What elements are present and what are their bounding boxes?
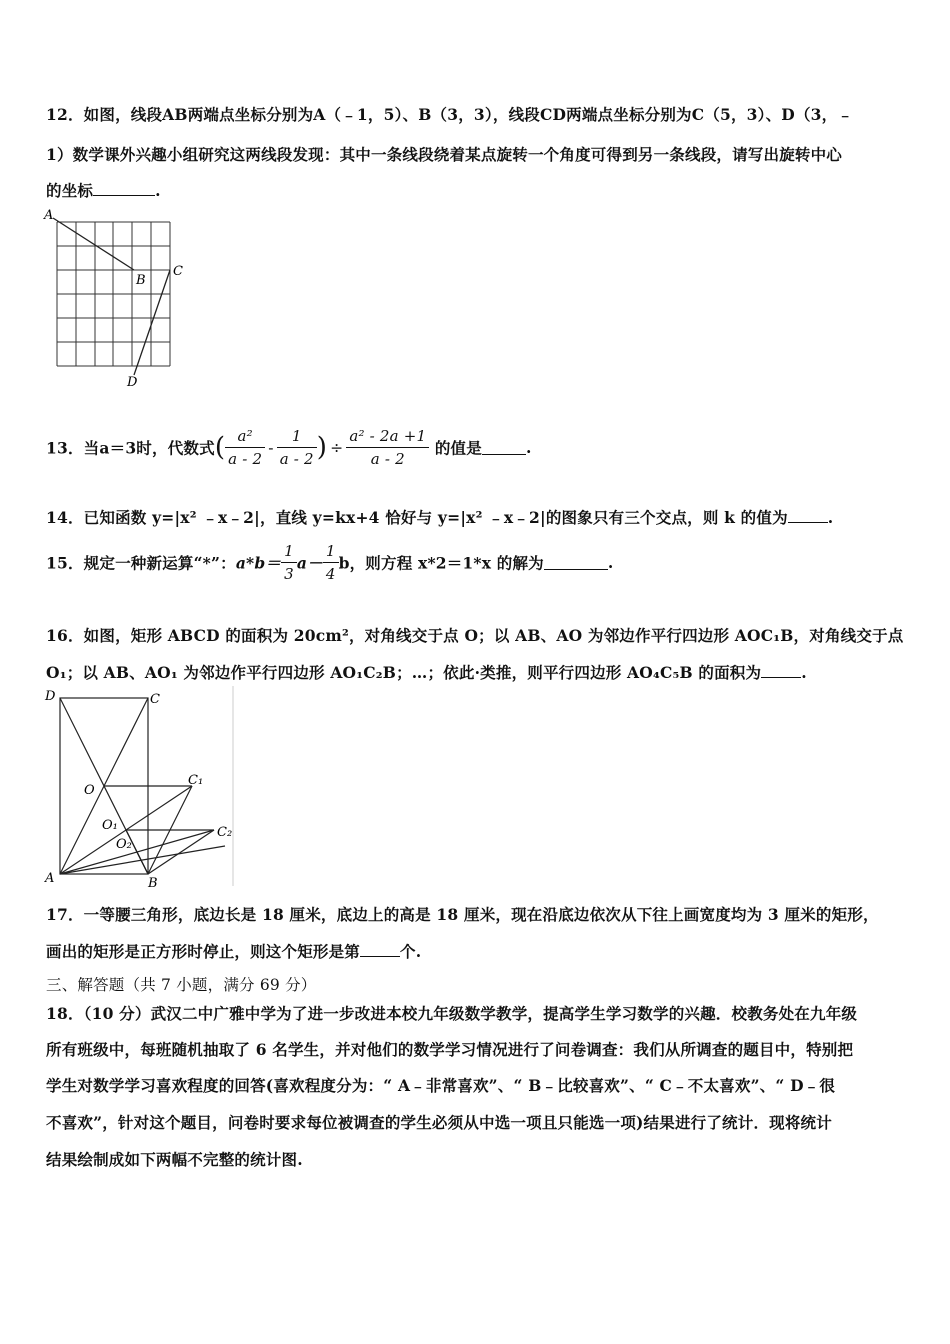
label-c2: C₂	[217, 825, 233, 840]
q13-fraction-2	[277, 425, 317, 470]
q14-end: .	[827, 508, 834, 527]
q15-after: b，则方程 x*2＝1*x 的解为	[338, 553, 544, 573]
q16-line1: 16．如图，矩形 ABCD 的面积为 20cm²，对角线交于点 O；以 AB、AO 为邻边作平行四边形 AOC₁B，对角线交于点	[46, 626, 904, 645]
q13-minus: -	[268, 438, 274, 457]
label-d: D	[45, 689, 56, 704]
q13-prefix: 13．当a＝3时，代数式	[46, 438, 215, 458]
q12-line1: 12．如图，线段AB两端点坐标分别为A（﹣1，5）、B（3，3），线段CD两端点坐标分别为C（5，3）、D（3，﹣	[46, 105, 854, 124]
q15-fraction-2	[323, 540, 339, 585]
q12-grid-figure	[40, 205, 200, 390]
q16-rectangle-figure	[40, 686, 240, 891]
label-b: B	[148, 876, 158, 891]
q17-line2	[46, 940, 421, 962]
q14-line	[46, 506, 833, 528]
label-o2: O₂	[116, 837, 132, 852]
segment-o2-b	[137, 852, 148, 874]
label-b: B	[136, 273, 146, 288]
answer-blank-13[interactable]	[482, 440, 526, 455]
q18-line2: 所有班级中，每班随机抽取了 6 名学生，并对他们的数学学习情况进行了问卷调查：我们从所调查的题目中，特别把	[46, 1040, 854, 1059]
q15-f2-num: 1	[323, 540, 339, 563]
q14-text: 14．已知函数 y=|x² ﹣x﹣2|，直线 y=kx+4 恰好与 y=|x² ﹣x﹣2|的图象只有三个交点，则 k 的值为	[46, 508, 788, 527]
q18-line4: 不喜欢”，针对这个题目，问卷时要求每位被调查的学生必须从中选一项且只能选一项)结果进行了统计．现将统计	[46, 1113, 832, 1132]
q13-div: ÷	[330, 438, 344, 457]
q13-f3-num: a² - 2a +1	[346, 425, 429, 448]
label-a: A	[45, 871, 55, 886]
q13-fraction-1	[225, 425, 265, 470]
q12-line2: 1）数学课外兴趣小组研究这两线段发现：其中一条线段绕着某点旋转一个角度可得到另一条线段，请写出旋转中心	[46, 145, 842, 164]
q12-line3	[46, 179, 161, 201]
answer-blank-15[interactable]	[544, 555, 608, 570]
section-3-heading: 三、解答题（共 7 小题，满分 69 分）	[46, 976, 317, 994]
grid-lines	[57, 222, 170, 366]
q15-f1-den: 3	[284, 565, 294, 583]
q16-line2-text: O₁；以 AB、AO₁ 为邻边作平行四边形 AO₁C₂B；…；依此·类推，则平行四边形 AO₄C₅B 的面积为	[46, 663, 762, 682]
label-o1: O₁	[102, 818, 118, 833]
q15-f2-den: 4	[325, 565, 336, 583]
label-c: C	[173, 264, 183, 279]
q18-line3: 学生对数学学习喜欢程度的回答(喜欢程度分为：“ A﹣非常喜欢”、“ B﹣比较喜欢”、“ C﹣不太喜欢”、“ D﹣很	[46, 1076, 836, 1095]
q17-line2-text: 画出的矩形是正方形时停止，则这个矩形是第	[46, 942, 361, 961]
segment-ab	[53, 218, 134, 270]
q15-f1-num: 1	[281, 540, 297, 563]
q18-line5: 结果绘制成如下两幅不完整的统计图.	[46, 1150, 303, 1169]
q15-line	[46, 540, 613, 585]
q13-end: .	[525, 438, 532, 457]
answer-blank-16[interactable]	[761, 663, 801, 678]
label-a: A	[44, 208, 54, 223]
q15-prefix: 15．规定一种新运算“*”：	[46, 553, 236, 573]
q13-f2-den: a - 2	[279, 450, 314, 468]
q13-f2-num: 1	[277, 425, 317, 448]
answer-blank-12[interactable]	[93, 181, 155, 196]
paren-open: (	[214, 432, 226, 463]
q13-line	[46, 425, 532, 470]
q17-end: 个.	[400, 942, 422, 961]
segment-c2-b	[148, 830, 214, 874]
answer-blank-17[interactable]	[360, 942, 400, 957]
q13-f3-den: a - 2	[370, 450, 405, 468]
q12-end: .	[155, 181, 161, 200]
q16-line2	[46, 661, 807, 683]
q13-fraction-3	[346, 425, 429, 470]
q16-end: .	[801, 663, 807, 682]
label-c1: C₁	[188, 773, 204, 788]
label-c: C	[150, 692, 160, 707]
label-o: O	[84, 783, 95, 798]
q13-f1-den: a - 2	[228, 450, 263, 468]
q15-end: .	[607, 553, 614, 572]
q18-line1: 18．（10 分）武汉二中广雅中学为了进一步改进本校九年级数学教学，提高学生学习数学的兴趣．校教务处在九年级	[46, 1004, 858, 1023]
q15-mid: a－	[296, 553, 323, 573]
label-d: D	[127, 375, 138, 390]
answer-blank-14[interactable]	[788, 508, 828, 523]
paren-close: )	[316, 432, 328, 463]
q15-expr: a*b＝	[235, 553, 282, 573]
q13-f1-num: a²	[225, 425, 265, 448]
q15-fraction-1	[281, 540, 297, 585]
q12-line3-text: 的坐标	[46, 181, 94, 200]
q13-suffix: 的值是	[434, 438, 482, 458]
q17-line1: 17．一等腰三角形，底边长是 18 厘米，底边上的高是 18 厘米，现在沿底边依次从下往上画宽度均为 3 厘米的矩形，	[46, 905, 879, 924]
